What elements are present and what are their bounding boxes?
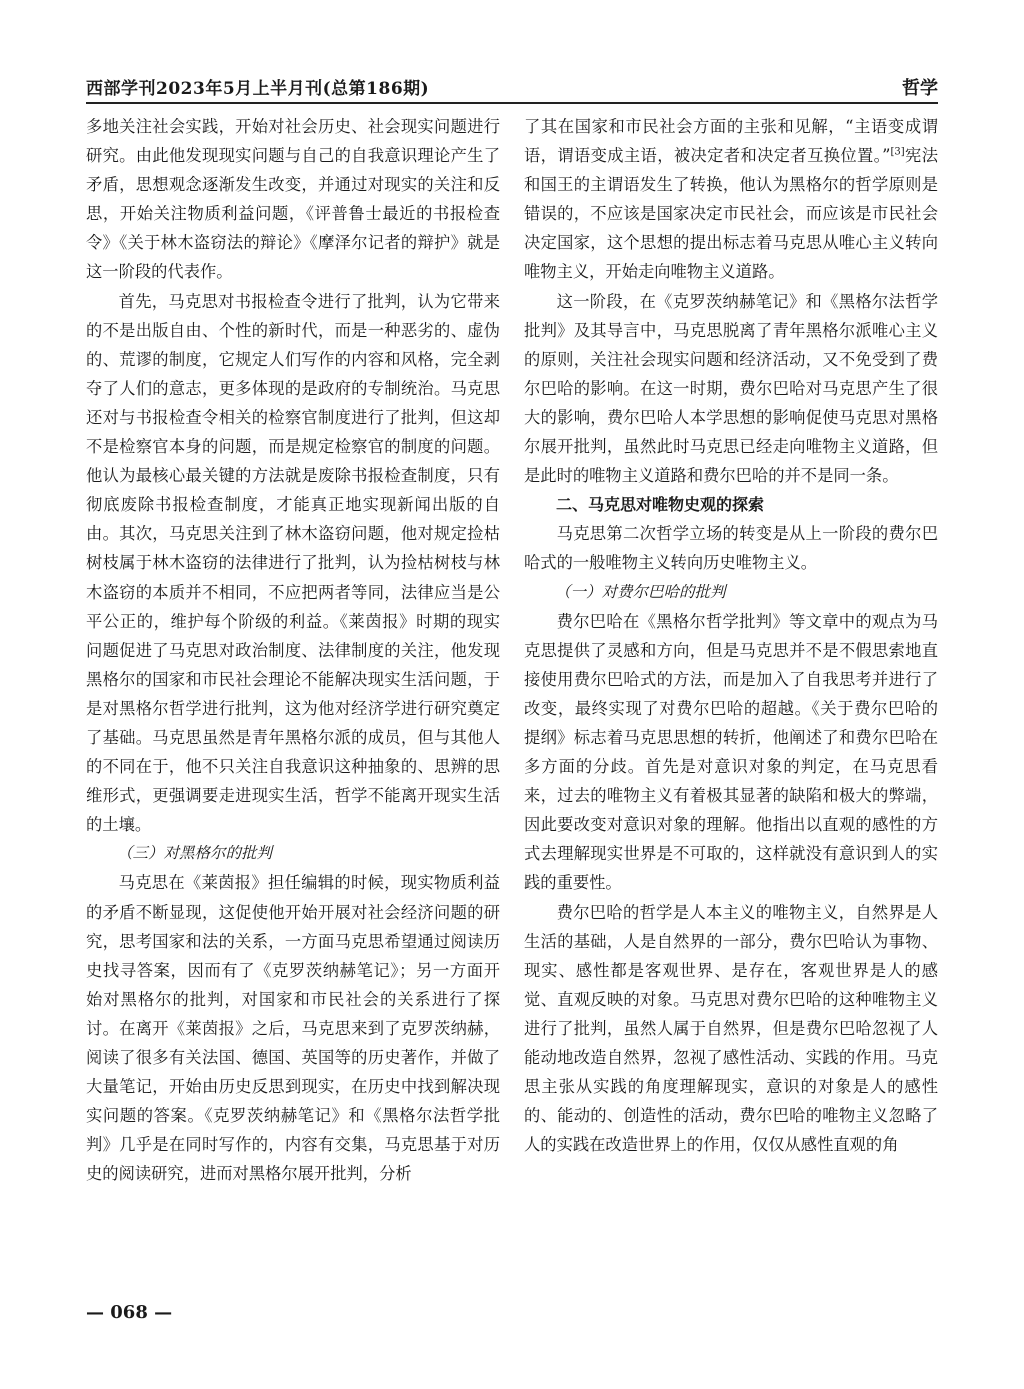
section-label: 哲学 (902, 78, 938, 99)
subsection-heading: （三）对黑格尔的批判 (117, 844, 273, 863)
paragraph-text: 了其在国家和市民社会方面的主张和见解，“主语变成谓语，谓语变成主语，被决定者和决定者互换位置。” (524, 117, 938, 166)
journal-issue-title: 西部学刊2023年5月上半月刊(总第186期) (86, 79, 430, 99)
running-header (86, 74, 938, 100)
paragraph-text: 宪法和国王的主谓语发生了转换，他认为黑格尔的哲学原则是错误的，不应该是国家决定市民社会，而应该是市民社会决定国家，这个思想的提出标志着马克思从唯心主义转向唯物主义，开始走向唯物主义道路。 (524, 146, 938, 282)
citation-ref: [3] (890, 146, 905, 158)
paragraph: 这一阶段，在《克罗茨纳赫笔记》和《黑格尔法哲学批判》及其导言中，马克思脱离了青年黑格尔派唯心主义的原则，关注社会现实问题和经济活动，又不免受到了费尔巴哈的影响。在这一时期，费尔巴哈对马克思产生了很大的影响，费尔巴哈人本学思想的影响促使马克思对黑格尔展开批判，虽然此时马克思已经走向唯物主义道路，但是此时的唯物主义道路和费尔巴哈的并不是同一条。 (524, 291, 938, 486)
page-number: — 068 — (86, 1302, 173, 1323)
paragraph (524, 112, 938, 287)
paragraph: 马克思在《莱茵报》担任编辑的时候，现实物质利益的矛盾不断显现，这促使他开始开展对社会经济问题的研究，思考国家和法的关系，一方面马克思希望通过阅读历史找寻答案，因而有了《克罗茨纳赫笔记》；另一方面开始对黑格尔的批判，对国家和市民社会的关系进行了探讨。在离开《莱茵报》之后，马克思来到了克罗茨纳赫，阅读了很多有关法国、德国、英国等的历史著作，并做了大量笔记，开始由历史反思到现实，在历史中找到解决现实问题的答案。《克罗茨纳赫笔记》和《黑格尔法哲学批判》几乎是在同时写作的，内容有交集，马克思基于对历史的阅读研究，进而对黑格尔展开批判，分析 (86, 873, 500, 1184)
paragraph: 马克思第二次哲学立场的转变是从上一阶段的费尔巴哈式的一般唯物主义转向历史唯物主义。 (524, 524, 938, 573)
paragraph: 首先，马克思对书报检查令进行了批判，认为它带来的不是出版自由、个性的新时代，而是一种恶劣的、虚伪的、荒谬的制度，它规定人们写作的内容和风格，完全剥夺了人们的意志，更多体现的是政府的专制统治。马克思还对与书报检查令相关的检察官制度进行了批判，但这却不是检察官本身的问题，而是规定检察官的制度的问题。他认为最核心最关键的方法就是废除书报检查制度，只有彻底废除书报检查制度，才能真正地实现新闻出版的自由。其次，马克思关注到了林木盗窃问题，他对规定捡枯树枝属于林木盗窃的法律进行了批判，认为捡枯树枝与林木盗窃的本质并不相同，不应把两者等同，法律应当是公平公正的，维护每个阶级的利益。《莱茵报》时期的现实问题促进了马克思对政治制度、法律制度的关注，他发现黑格尔的国家和市民社会理论不能解决现实生活问题，于是对黑格尔哲学进行批判，这为他对经济学进行研究奠定了基础。马克思虽然是青年黑格尔派的成员，但与其他人的不同在于，他不只关注自我意识这种抽象的、思辨的思维形式，更强调要走进现实生活，哲学不能离开现实生活的土壤。 (86, 291, 500, 835)
paragraph: 多地关注社会实践，开始对社会历史、社会现实问题进行研究。由此他发现现实问题与自己的自我意识理论产生了矛盾，思想观念逐渐发生改变，并通过对现实的关注和反思，开始关注物质利益问题，《评普鲁士最近的书报检查令》《关于林木盗窃法的辩论》《摩泽尔记者的辩护》就是这一阶段的代表作。 (86, 117, 500, 282)
left-column (86, 112, 500, 1188)
section-heading: 二、马克思对唯物史观的探索 (556, 495, 765, 515)
subsection-heading: （一）对费尔巴哈的批判 (555, 582, 726, 601)
right-column (524, 112, 938, 1159)
paragraph: 费尔巴哈在《黑格尔哲学批判》等文章中的观点为马克思提供了灵感和方向，但是马克思并不是不假思索地直接使用费尔巴哈式的方法，而是加入了自我思考并进行了改变，最终实现了对费尔巴哈的超越。《关于费尔巴哈的提纲》标志着马克思思想的转折，他阐述了和费尔巴哈在多方面的分歧。首先是对意识对象的判定，在马克思看来，过去的唯物主义有着极其显著的缺陷和极大的弊端，因此要改变对意识对象的理解。他指出以直观的感性的方式去理解现实世界是不可取的，这样就没有意识到人的实践的重要性。 (524, 611, 938, 893)
paragraph: 费尔巴哈的哲学是人本主义的唯物主义，自然界是人生活的基础，人是自然界的一部分，费尔巴哈认为事物、现实、感性都是客观世界、是存在，客观世界是人的感觉、直观反映的对象。马克思对费尔巴哈的这种唯物主义进行了批判，虽然人属于自然界，但是费尔巴哈忽视了人能动地改造自然界，忽视了感性活动、实践的作用。马克思主张从实践的角度理解现实，意识的对象是人的感性的、能动的、创造性的活动，费尔巴哈的唯物主义忽略了人的实践在改造世界上的作用，仅仅从感性直观的角 (524, 902, 938, 1155)
header-rule (86, 102, 938, 104)
